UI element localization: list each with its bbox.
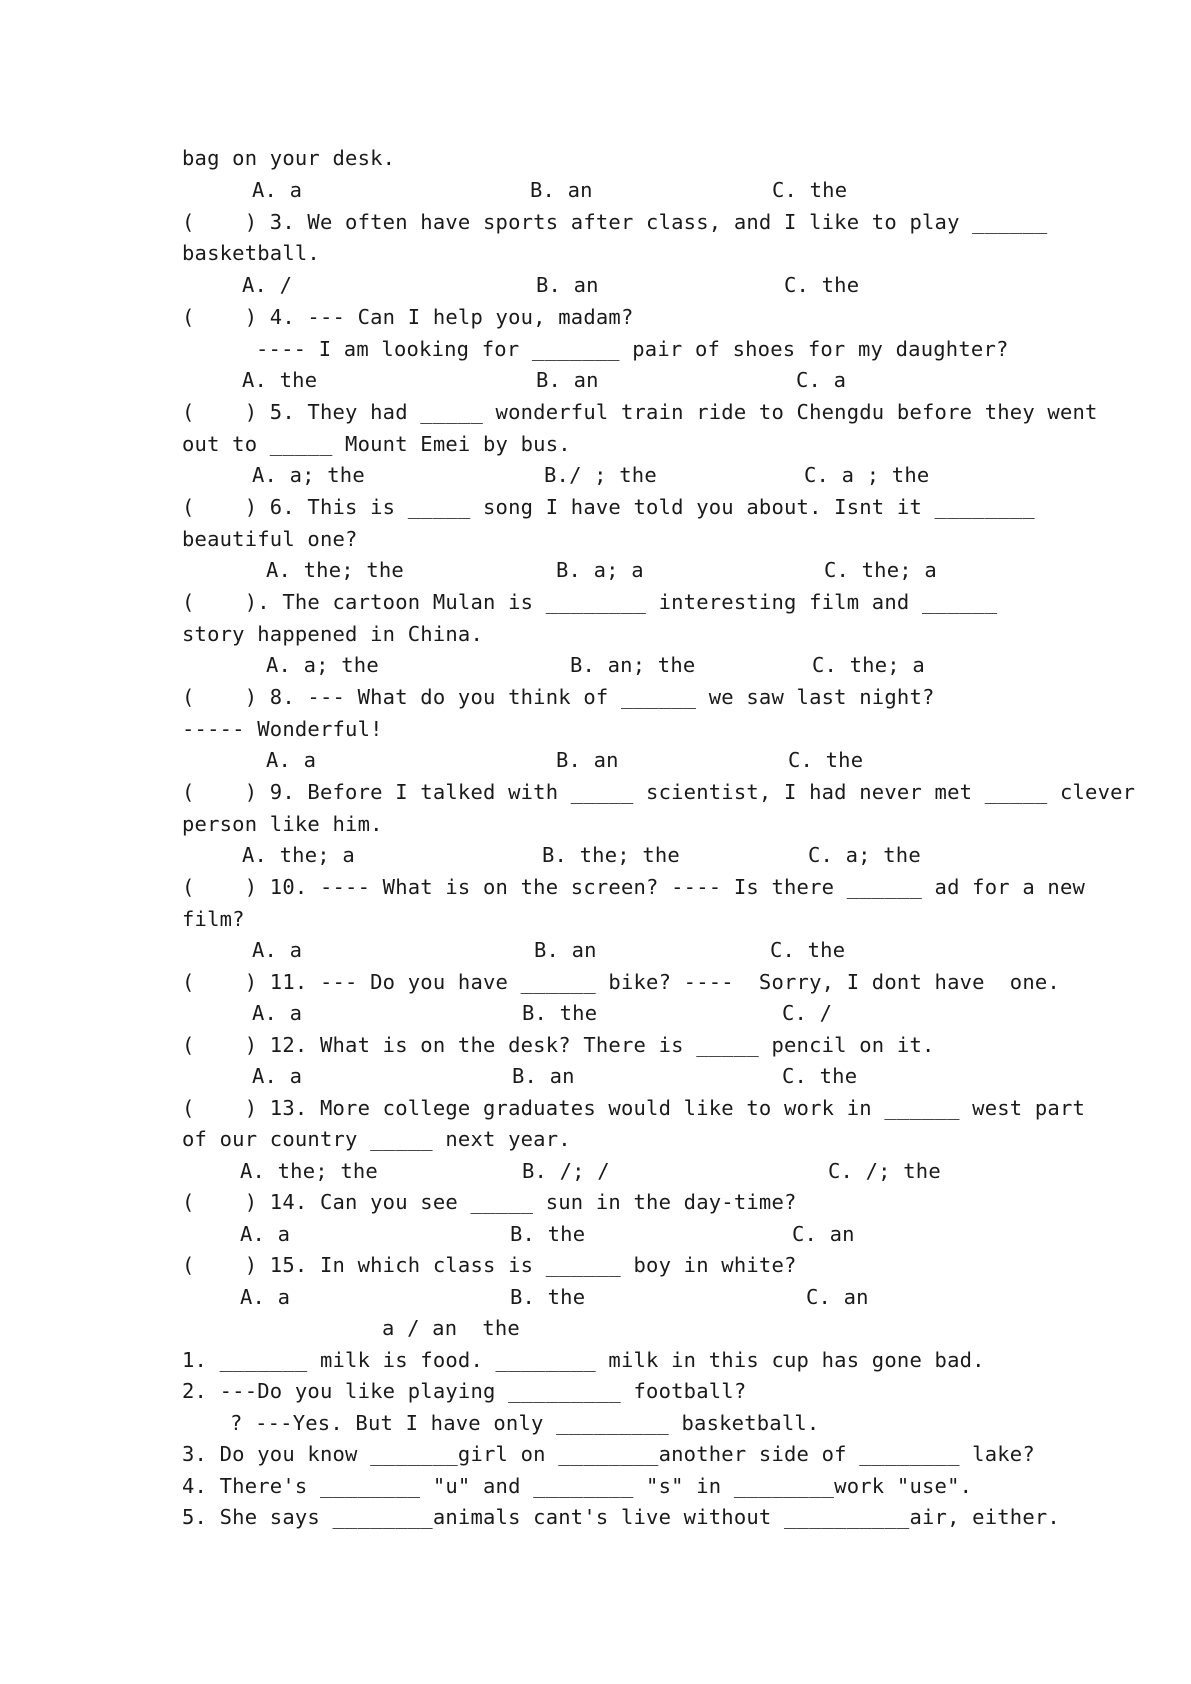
- option-a-q6: A. the; the: [266, 558, 404, 582]
- option-c-q8: C. the: [788, 748, 864, 772]
- option-a-q7: A. a; the: [266, 653, 379, 677]
- fill-item-5: 5. She says ________animals cant's live without __________air, either.: [182, 1505, 1060, 1529]
- question-13-cont: of our country _____ next year.: [182, 1127, 571, 1151]
- option-b-q6: B. a; a: [556, 558, 644, 582]
- option-c-q2: C. the: [772, 178, 848, 202]
- option-b-q15: B. the: [510, 1285, 586, 1309]
- option-a-q10: A. a: [252, 938, 303, 962]
- question-15: ( ) 15. In which class is ______ boy in white?: [182, 1253, 797, 1277]
- option-b-q11: B. the: [522, 1001, 598, 1025]
- question-3: ( ) 3. We often have sports after class, and I like to play ______: [182, 210, 1048, 234]
- option-b-q13: B. /; /: [522, 1159, 610, 1183]
- fill-item-1: 1. _______ milk is food. ________ milk in this cup has gone bad.: [182, 1348, 985, 1372]
- question-6-cont: beautiful one?: [182, 527, 358, 551]
- option-c-q14: C. an: [792, 1222, 855, 1246]
- option-b-q2: B. an: [530, 178, 593, 202]
- option-b-q3: B. an: [536, 273, 599, 297]
- option-c-q5: C. a ; the: [804, 463, 930, 487]
- question-9-cont: person like him.: [182, 812, 383, 836]
- option-c-q12: C. the: [782, 1064, 858, 1088]
- option-a-q2: A. a: [252, 178, 303, 202]
- option-c-q4: C. a: [796, 368, 847, 392]
- option-b-q14: B. the: [510, 1222, 586, 1246]
- option-c-q6: C. the; a: [824, 558, 937, 582]
- option-a-q8: A. a: [266, 748, 317, 772]
- section-heading-articles: a / an the: [382, 1316, 520, 1340]
- fill-item-4: 4. There's ________ "u" and ________ "s" in ________work "use".: [182, 1474, 973, 1498]
- option-a-q14: A. a: [240, 1222, 291, 1246]
- option-a-q9: A. the; a: [242, 843, 355, 867]
- option-b-q5: B./ ; the: [544, 463, 657, 487]
- question-4: ( ) 4. --- Can I help you, madam?: [182, 305, 634, 329]
- fill-item-3: 3. Do you know _______girl on ________another side of ________ lake?: [182, 1442, 1035, 1466]
- question-12: ( ) 12. What is on the desk? There is _____ pencil on it.: [182, 1033, 935, 1057]
- question-10-cont: film?: [182, 907, 245, 931]
- question-8-cont: ----- Wonderful!: [182, 717, 383, 741]
- question-6: ( ) 6. This is _____ song I have told you about. Isnt it ________: [182, 495, 1035, 519]
- option-b-q10: B. an: [534, 938, 597, 962]
- question-3-cont: basketball.: [182, 241, 320, 265]
- fill-item-2-cont: ? ---Yes. But I have only _________ basketball.: [230, 1411, 820, 1435]
- option-b-q8: B. an: [556, 748, 619, 772]
- question-5: ( ) 5. They had _____ wonderful train ride to Chengdu before they went: [182, 400, 1098, 424]
- question-5-cont: out to _____ Mount Emei by bus.: [182, 432, 571, 456]
- question-7-cont: story happened in China.: [182, 622, 484, 646]
- option-c-q9: C. a; the: [808, 843, 921, 867]
- question-4-cont: ---- I am looking for _______ pair of shoes for my daughter?: [256, 337, 1009, 361]
- option-a-q11: A. a: [252, 1001, 303, 1025]
- option-c-q10: C. the: [770, 938, 846, 962]
- option-a-q15: A. a: [240, 1285, 291, 1309]
- option-b-q12: B. an: [512, 1064, 575, 1088]
- question-14: ( ) 14. Can you see _____ sun in the day-time?: [182, 1190, 797, 1214]
- option-a-q5: A. a; the: [252, 463, 365, 487]
- option-a-q4: A. the: [242, 368, 318, 392]
- question-8: ( ) 8. --- What do you think of ______ we saw last night?: [182, 685, 935, 709]
- option-b-q4: B. an: [536, 368, 599, 392]
- question-11: ( ) 11. --- Do you have ______ bike? ---- Sorry, I dont have one.: [182, 970, 1060, 994]
- question-9: ( ) 9. Before I talked with _____ scientist, I had never met _____ clever: [182, 780, 1136, 804]
- option-a-q12: A. a: [252, 1064, 303, 1088]
- option-b-q9: B. the; the: [542, 843, 680, 867]
- question-13: ( ) 13. More college graduates would like to work in ______ west part: [182, 1096, 1086, 1120]
- option-a-q13: A. the; the: [240, 1159, 378, 1183]
- option-a-q3: A. /: [242, 273, 293, 297]
- option-c-q13: C. /; the: [828, 1159, 941, 1183]
- question-10: ( ) 10. ---- What is on the screen? ---- Is there ______ ad for a new: [182, 875, 1086, 899]
- question-7: ( ). The cartoon Mulan is ________ interesting film and ______: [182, 590, 998, 614]
- option-c-q7: C. the; a: [812, 653, 925, 677]
- fill-item-2: 2. ---Do you like playing _________ football?: [182, 1379, 747, 1403]
- option-c-q11: C. /: [782, 1001, 833, 1025]
- text-line-bag-on-your-desk: bag on your desk.: [182, 146, 396, 170]
- option-c-q15: C. an: [806, 1285, 869, 1309]
- option-c-q3: C. the: [784, 273, 860, 297]
- option-b-q7: B. an; the: [570, 653, 696, 677]
